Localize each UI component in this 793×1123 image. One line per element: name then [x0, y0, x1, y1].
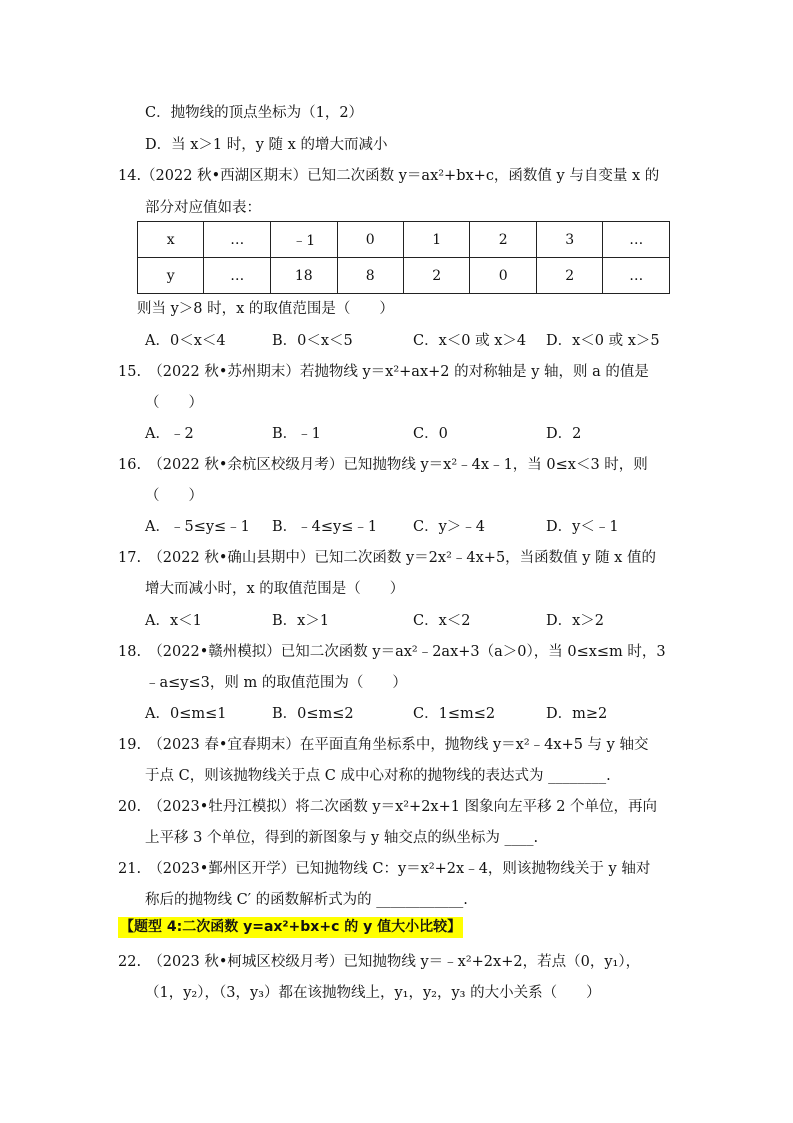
- table-cell: 8: [337, 258, 403, 294]
- question-14-stem-cont: 部分对应值如表：: [145, 200, 261, 216]
- option: B．0＜x＜5: [272, 333, 353, 349]
- question-14-prompt: 则当 y＞8 时，x 的取值范围是（ ）: [137, 301, 394, 317]
- table-row-y: [138, 258, 670, 294]
- option: D．x＜0 或 x＞5: [546, 333, 660, 349]
- question-19-stem-cont: 于点 C，则该抛物线关于点 C 成中心对称的抛物线的表达式为 ________.: [145, 768, 611, 784]
- question-16-stem: 16. （2022 秋•余杭区校级月考）已知抛物线 y＝x²﹣4x﹣1，当 0≤x＜3 时，则: [118, 457, 648, 473]
- question-18-stem: 18. （2022•赣州模拟）已知二次函数 y＝ax²﹣2ax+3（a＞0），当 0≤x≤m 时，3: [118, 644, 666, 660]
- question-20-stem-cont: 上平移 3 个单位，得到的新图象与 y 轴交点的纵坐标为 ____.: [145, 830, 539, 846]
- option: C．x＜0 或 x＞4: [413, 333, 527, 349]
- option: C．0: [413, 426, 448, 442]
- option: C．y＞﹣4: [413, 519, 486, 535]
- table-cell: 2: [404, 258, 470, 294]
- table-cell: …: [603, 222, 670, 258]
- question-19-stem: 19. （2023 春•宜春期末）在平面直角坐标系中，抛物线 y＝x²﹣4x+5 与 y 轴交: [118, 737, 649, 753]
- option: A．﹣2: [145, 426, 194, 442]
- question-16-stem-cont: （ ）: [145, 488, 203, 504]
- question-17-stem: 17. （2022 秋•确山县期中）已知二次函数 y＝2x²﹣4x+5，当函数值 y 随 x 值的: [118, 550, 656, 566]
- table-cell: 2: [470, 222, 536, 258]
- value-table: [137, 221, 670, 294]
- question-15-stem: 15. （2022 秋•苏州期末）若抛物线 y＝x²+ax+2 的对称轴是 y 轴，则 a 的值是: [118, 364, 649, 380]
- option: D．m≥2: [546, 706, 608, 722]
- table-cell: 2: [536, 258, 602, 294]
- table-cell: ﹣1: [270, 222, 337, 258]
- table-cell: x: [138, 222, 204, 258]
- table-cell: …: [603, 258, 670, 294]
- question-15-stem-cont: （ ）: [145, 395, 203, 411]
- question-17-stem-cont: 增大而减小时，x 的取值范围是（ ）: [145, 581, 405, 597]
- table-cell: 1: [404, 222, 470, 258]
- option: A．0＜x＜4: [145, 333, 226, 349]
- question-21-stem: 21. （2023•鄞州区开学）已知抛物线 C：y＝x²+2x﹣4，则该抛物线关于 y 轴对: [118, 861, 651, 877]
- option: C．1≤m≤2: [413, 706, 496, 722]
- question-22-stem-cont: （1，y₂），（3，y₃）都在该抛物线上，y₁，y₂，y₃ 的大小关系（ ）: [145, 985, 601, 1001]
- option: A．0≤m≤1: [145, 706, 227, 722]
- option: C．x＜2: [413, 613, 471, 629]
- table-cell: 0: [470, 258, 536, 294]
- question-22-stem: 22. （2023 秋•柯城区校级月考）已知抛物线 y＝﹣x²+2x+2，若点（0，y₁），: [118, 954, 641, 970]
- table-cell: y: [138, 258, 204, 294]
- question-20-stem: 20. （2023•牡丹江模拟）将二次函数 y＝x²+2x+1 图象向左平移 2 个单位，再向: [118, 799, 658, 815]
- table-row-x: [138, 222, 670, 258]
- table-cell: …: [204, 222, 271, 258]
- question-18-stem-cont: ﹣a≤y≤3，则 m 的取值范围为（ ）: [145, 675, 407, 691]
- question-13-option-d: D．当 x＞1 时，y 随 x 的增大而减小: [145, 137, 388, 153]
- section-heading: 【题型 4:二次函数 y=ax²+bx+c 的 y 值大小比较】: [118, 917, 463, 938]
- option: B．x＞1: [272, 613, 330, 629]
- option: D．x＞2: [546, 613, 605, 629]
- option: B．﹣4≤y≤﹣1: [272, 519, 378, 535]
- table-cell: 3: [536, 222, 602, 258]
- question-21-stem-cont: 称后的抛物线 C′ 的函数解析式为的 ____________.: [145, 892, 468, 908]
- table-cell: 18: [270, 258, 337, 294]
- option: A．﹣5≤y≤﹣1: [145, 519, 250, 535]
- question-14-stem: 14.（2022 秋•西湖区期末）已知二次函数 y＝ax²+bx+c，函数值 y 与自变量 x 的: [118, 168, 660, 184]
- option: A．x＜1: [145, 613, 202, 629]
- option: B．0≤m≤2: [272, 706, 354, 722]
- question-13-option-c: C．抛物线的顶点坐标为（1，2）: [145, 105, 364, 121]
- option: B．﹣1: [272, 426, 321, 442]
- table-cell: 0: [337, 222, 403, 258]
- option: D．y＜﹣1: [546, 519, 619, 535]
- table-cell: …: [204, 258, 271, 294]
- option: D．2: [546, 426, 582, 442]
